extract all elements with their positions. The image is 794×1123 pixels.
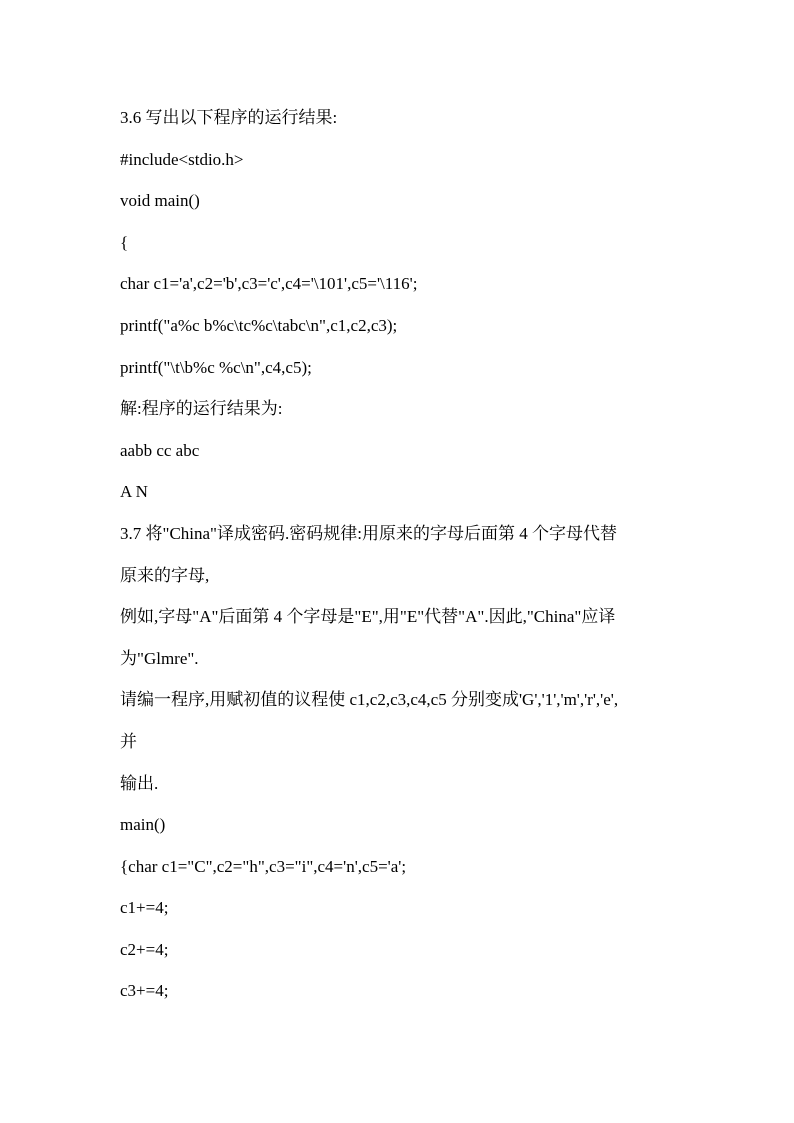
paragraph-line: 例如,字母"A"后面第 4 个字母是"E",用"E"代替"A".因此,"China"应译 bbox=[120, 607, 616, 627]
code-line: void main() bbox=[120, 191, 200, 211]
paragraph-line: 为"Glmre". bbox=[120, 648, 199, 668]
paragraph-line: 并 bbox=[120, 731, 137, 751]
code-line: c3+=4; bbox=[120, 981, 169, 1001]
code-line: #include<stdio.h> bbox=[120, 149, 244, 169]
code-line: char c1='a',c2='b',c3='c',c4='\101',c5='\116'; bbox=[120, 274, 418, 294]
output-line: aabb cc abc bbox=[120, 440, 200, 460]
answer-label: 解:程序的运行结果为: bbox=[120, 399, 283, 419]
code-line: printf("a%c b%c\tc%c\tabc\n",c1,c2,c3); bbox=[120, 315, 398, 335]
paragraph-line: 原来的字母, bbox=[120, 565, 210, 585]
paragraph-line: 请编一程序,用赋初值的议程使 c1,c2,c3,c4,c5 分别变成'G','1','m','r','e', bbox=[120, 690, 619, 710]
code-line: main() bbox=[120, 815, 166, 835]
heading-3-7: 3.7 将"China"译成密码.密码规律:用原来的字母后面第 4 个字母代替 bbox=[120, 523, 617, 543]
code-line: c2+=4; bbox=[120, 939, 169, 959]
heading-3-6: 3.6 写出以下程序的运行结果: bbox=[120, 108, 338, 127]
code-line: printf("\t\b%c %c\n",c4,c5); bbox=[120, 357, 312, 377]
paragraph-line: 输出. bbox=[120, 773, 159, 793]
code-line: {char c1="C",c2="h",c3="i",c4='n',c5='a'; bbox=[120, 856, 407, 876]
output-line: A N bbox=[120, 482, 148, 502]
document-body bbox=[120, 104, 694, 1019]
code-line: c1+=4; bbox=[120, 898, 169, 918]
code-line: { bbox=[120, 232, 129, 252]
